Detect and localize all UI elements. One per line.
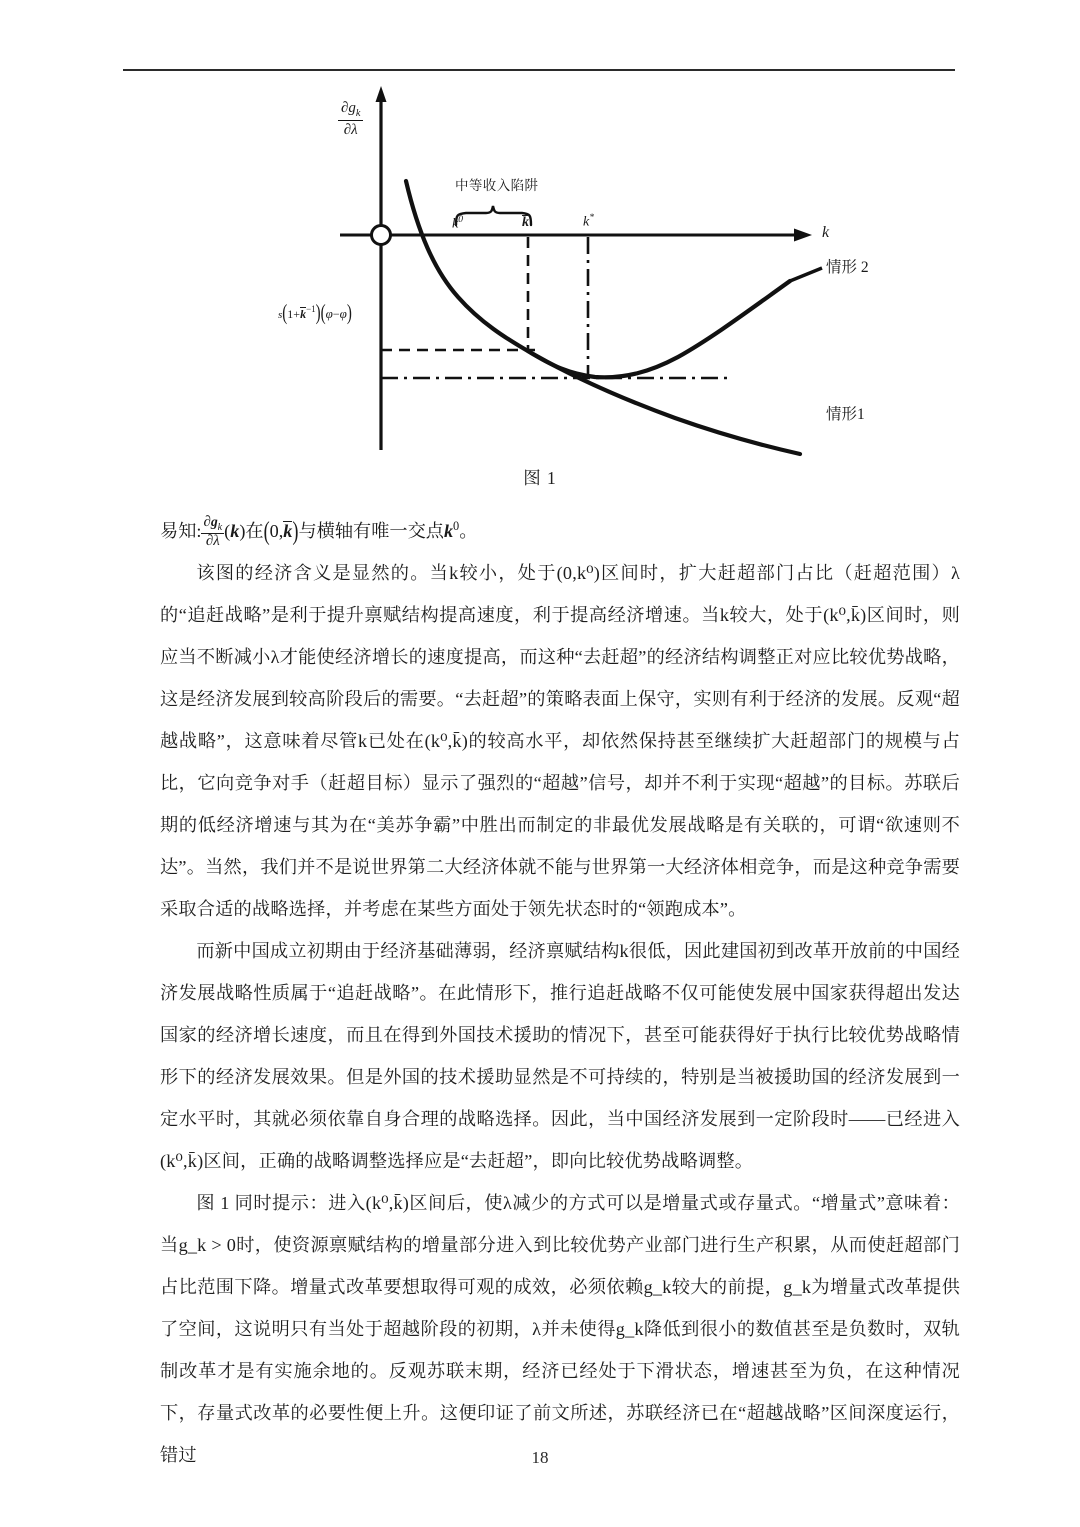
y-axis-label xyxy=(338,100,363,139)
interval-a: 0,k xyxy=(269,521,293,542)
paragraph-3: 图 1 同时提示：进入(k⁰,k̄)区间后，使λ减少的方式可以是增量式或存量式。“增量式”意味着：当g_k > 0时，使资源禀赋结构的增量部分进入到比较优势产业部门进行生产积累，从而使赶超部门占比范围下降。增量式改革要想取得可观的成效，必须依赖g_k较大的前提，g_k为增量式改革提供了空间，这说明只有当处于超越阶段的初期，λ并未使得g_k降低到很小的数值甚至是负数时，双轨制改革才是有实施余地的。反观苏联末期，经济已经处于下滑状态，增速甚至为负，在这种情况下，存量式改革的必要性便上升。这便印证了前文所述，苏联经济已在“超越战略”区间深度运行，错过 xyxy=(160,1193,960,1466)
label-phi-2: φ xyxy=(339,306,347,321)
figure-1-svg xyxy=(0,82,1080,492)
paragraph-easy-know xyxy=(160,505,960,552)
middle-income-trap-brace xyxy=(456,206,531,225)
figure-caption: 图 1 xyxy=(523,468,557,488)
y-axis-arrowhead xyxy=(376,86,387,102)
curve-label-case-2: 情形 2 xyxy=(826,259,869,276)
y-axis-label-denominator: ∂λ xyxy=(343,122,358,139)
easy-know-mid-1: (k)在 xyxy=(224,521,264,542)
tick-label-k0: $k^0$ xyxy=(452,215,463,232)
paragraph-1: 该图的经济含义是显然的。当k较小，处于(0,k⁰)区间时，扩大赶超部门占比（赶超范围）λ的“追赶战略”是利于提升禀赋结构提高速度，利于提高经济增速。当k较大，处于(k⁰,k̄)区间时，则应当不断减小λ才能使经济增长的速度提高，而这种“去赶超”的经济结构调整正对应比较优势战略，这是经济发展到较高阶段后的需要。“去赶超”的策略表面上保守，实则有利于经济的发展。反观“超越战略”，这意味着尽管k已处在(k⁰,k̄)的较高水平，却依然保持甚至继续扩大赶超部门的规模与占比，它向竞争对手（赶超目标）显示了强烈的“超越”信号，却并不利于实现“超越”的目标。苏联后期的低经济增速与其为在“美苏争霸”中胜出而制定的非最优发展战略是有关联的，可谓“欲速则不达”。当然，我们并不是说世界第二大经济体就不能与世界第一大经济体相竞争，而是这种竞争需要采取合适的战略选择，并考虑在某些方面处于领先状态时的“领跑成本”。 xyxy=(160,563,960,920)
x-axis-arrowhead xyxy=(794,229,812,242)
label-paren-open-2: ( xyxy=(320,302,326,326)
easy-know-suffix: 。 xyxy=(459,521,478,542)
label-kbar: k xyxy=(300,307,307,321)
label-exponent: −1 xyxy=(306,304,316,314)
paren-open-a: ( xyxy=(263,516,270,546)
figure-1 xyxy=(0,82,1080,492)
curve-label-case-1: 情形1 xyxy=(826,406,865,423)
page-number: 18 xyxy=(531,1448,549,1467)
easy-know-prefix: 易知: xyxy=(160,521,202,542)
paragraph-2: 而新中国成立初期由于经济基础薄弱，经济禀赋结构k很低，因此建国初到改革开放前的中国经济发展战略性质属于“追赶战略”。在此情形下，推行追赶战略不仅可能使发展中国家获得超出发达国家的经济增长速度，而且在得到外国技术援助的情况下，甚至可能获得好于执行比较优势战略情形下的经济发展效果。但是外国的技术援助显然是不可持续的，特别是当被援助国的经济发展到一定水平时，其就必须依靠自身合理的战略选择。因此，当中国经济发展到一定阶段时——已经进入(k⁰,k̄)区间，正确的战略调整选择应是“去赶超”，即向比较优势战略调整。 xyxy=(160,941,960,1172)
tick-label-kstar: k* xyxy=(583,213,594,230)
k-zero-sup: 0 xyxy=(453,519,460,533)
x-axis-label: k xyxy=(822,224,830,241)
label-paren-close-1: ) xyxy=(315,302,321,326)
header-rule xyxy=(123,69,955,71)
k-zero: k xyxy=(443,521,454,542)
easy-know-mid-2: 与横轴有唯一交点 xyxy=(298,521,444,542)
label-paren-open-1: ( xyxy=(282,302,288,326)
left-value-label xyxy=(278,302,352,326)
derivative-fraction: $\frac{\partial g_k}{\partial\lambda}$ xyxy=(203,513,223,550)
label-paren-close-2: ) xyxy=(346,302,352,326)
leader-line-case-2 xyxy=(790,268,822,281)
body-text xyxy=(160,505,960,1476)
origin-circle xyxy=(372,226,391,245)
annotation-middle-income-trap: 中等收入陷阱 xyxy=(455,178,539,193)
curve-case-2 xyxy=(528,281,790,377)
label-phi-1: φ xyxy=(325,306,333,321)
tick-label-kbar: k xyxy=(522,215,529,230)
y-axis-label-numerator: $\partial g_k$ xyxy=(338,100,363,121)
label-one-plus: 1+ xyxy=(287,307,301,321)
label-minus: − xyxy=(332,307,340,321)
label-s: s xyxy=(278,309,283,321)
paren-close-a: ) xyxy=(292,516,299,546)
